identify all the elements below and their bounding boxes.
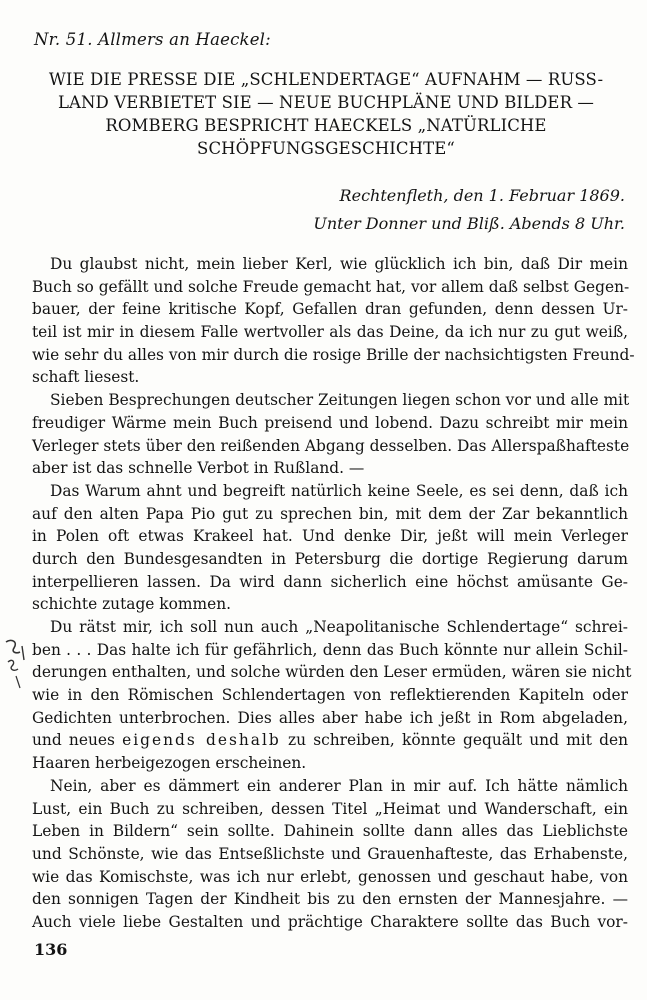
dateline-place-date: Rechtenfleth, den 1. Februar 1869. <box>339 186 625 205</box>
body-line: interpellieren lassen. Da wird dann sicherlich eine höchst amüsante Ge- <box>32 572 628 591</box>
body-line: Auch viele liebe Gestalten und prächtige Charaktere sollte das Buch vor- <box>32 912 628 931</box>
body-line: derungen enthalten, und solche würden den Leser ermüden, wären sie nicht <box>32 663 632 682</box>
letter-header: Nr. 51. Allmers an Haeckel: <box>34 30 271 49</box>
body-line: wie in den Römischen Schlendertagen von reflektierenden Kapiteln oder <box>32 686 628 705</box>
body-line: Sieben Besprechungen deutscher Zeitungen liegen schon vor und alle mit <box>50 391 630 410</box>
body-line: und Schönste, wie das Entseßlichste und Grauenhafteste, das Erhabenste, <box>32 844 628 863</box>
page-number: 136 <box>34 940 68 959</box>
body-line: Nein, aber es dämmert ein anderer Plan in mir auf. Ich hätte nämlich <box>50 776 628 795</box>
body-line: schichte zutage kommen. <box>32 595 231 614</box>
body-line: Das Warum ahnt und begreift natürlich keine Seele, es sei denn, daß ich <box>50 481 628 500</box>
body-line: wie das Komischste, was ich nur erlebt, genossen und geschaut habe, von <box>32 867 628 886</box>
heading-line: SCHÖPFUNGSGESCHICHTE“ <box>197 139 455 158</box>
body-line: freudiger Wärme mein Buch preisend und lobend. Dazu schreibt mir mein <box>32 413 628 432</box>
heading-line: WIE DIE PRESSE DIE „SCHLENDERTAGE“ AUFNAHM — RUSS- <box>48 70 604 89</box>
body-line: Du glaubst nicht, mein lieber Kerl, wie glücklich ich bin, daß Dir mein <box>50 255 628 273</box>
body-line: Verleger stets über den reißenden Abgang desselben. Das Allerspaßhafteste <box>32 436 630 455</box>
heading-line: LAND VERBIETET SIE — NEUE BUCHPLÄNE UND BILDER — <box>57 93 595 112</box>
body-line: schaft liesest. <box>32 368 140 387</box>
body-line: Buch so gefällt und solche Freude gemacht hat, vor allem daß selbst Gegen- <box>32 277 630 296</box>
body-line: ben . . . Das halte ich für gefährlich, denn das Buch könnte nur allein Schil- <box>32 640 628 659</box>
body-line: Lust, ein Buch zu schreiben, dessen Titel „Heimat und Wanderschaft, ein <box>32 799 628 818</box>
body-line: Leben in Bildern“ sein sollte. Dahinein sollte dann alles das Lieblichste <box>32 822 628 841</box>
body-line: den sonnigen Tagen der Kindheit bis zu den ernsten der Mannesjahre. — <box>32 890 628 909</box>
chapter-heading <box>20 68 632 160</box>
body-line: und neues eigends deshalb zu schreiben, könnte gequält und mit den <box>32 731 628 750</box>
body-line: Du rätst mir, ich soll nun auch „Neapolitanische Schlendertage“ schrei- <box>50 618 628 636</box>
body-line: auf den alten Papa Pio gut zu sprechen bin, mit dem der Zar bekanntlich <box>32 504 628 523</box>
body-line: durch den Bundesgesandten in Petersburg die dortige Regierung darum <box>32 549 628 568</box>
heading-line: ROMBERG BESPRICHT HAECKELS „NATÜRLICHE <box>105 116 547 135</box>
body-line: aber ist das schnelle Verbot in Rußland. — <box>32 459 365 478</box>
body-line: in Polen oft etwas Krakeel hat. Und denke Dir, jeßt will mein Verleger <box>32 527 628 546</box>
body-line: wie sehr du alles von mir durch die rosige Brille der nachsichtigsten Freund- <box>32 345 635 364</box>
dateline <box>313 182 625 238</box>
body-line: bauer, der feine kritische Kopf, Gefallen dran gefunden, denn dessen Ur- <box>32 300 628 319</box>
body-line: teil ist mir in diesem Falle wertvoller als das Deine, da ich nur zu gut weiß, <box>32 323 628 342</box>
body-line: Haaren herbeigezogen erscheinen. <box>32 754 307 773</box>
dateline-time: Unter Donner und Bliß. Abends 8 Uhr. <box>313 214 625 233</box>
handwritten-margin-mark <box>2 636 28 694</box>
letter-body <box>32 253 635 934</box>
body-line: Gedichten unterbrochen. Dies alles aber habe ich jeßt in Rom abgeladen, <box>32 708 628 727</box>
